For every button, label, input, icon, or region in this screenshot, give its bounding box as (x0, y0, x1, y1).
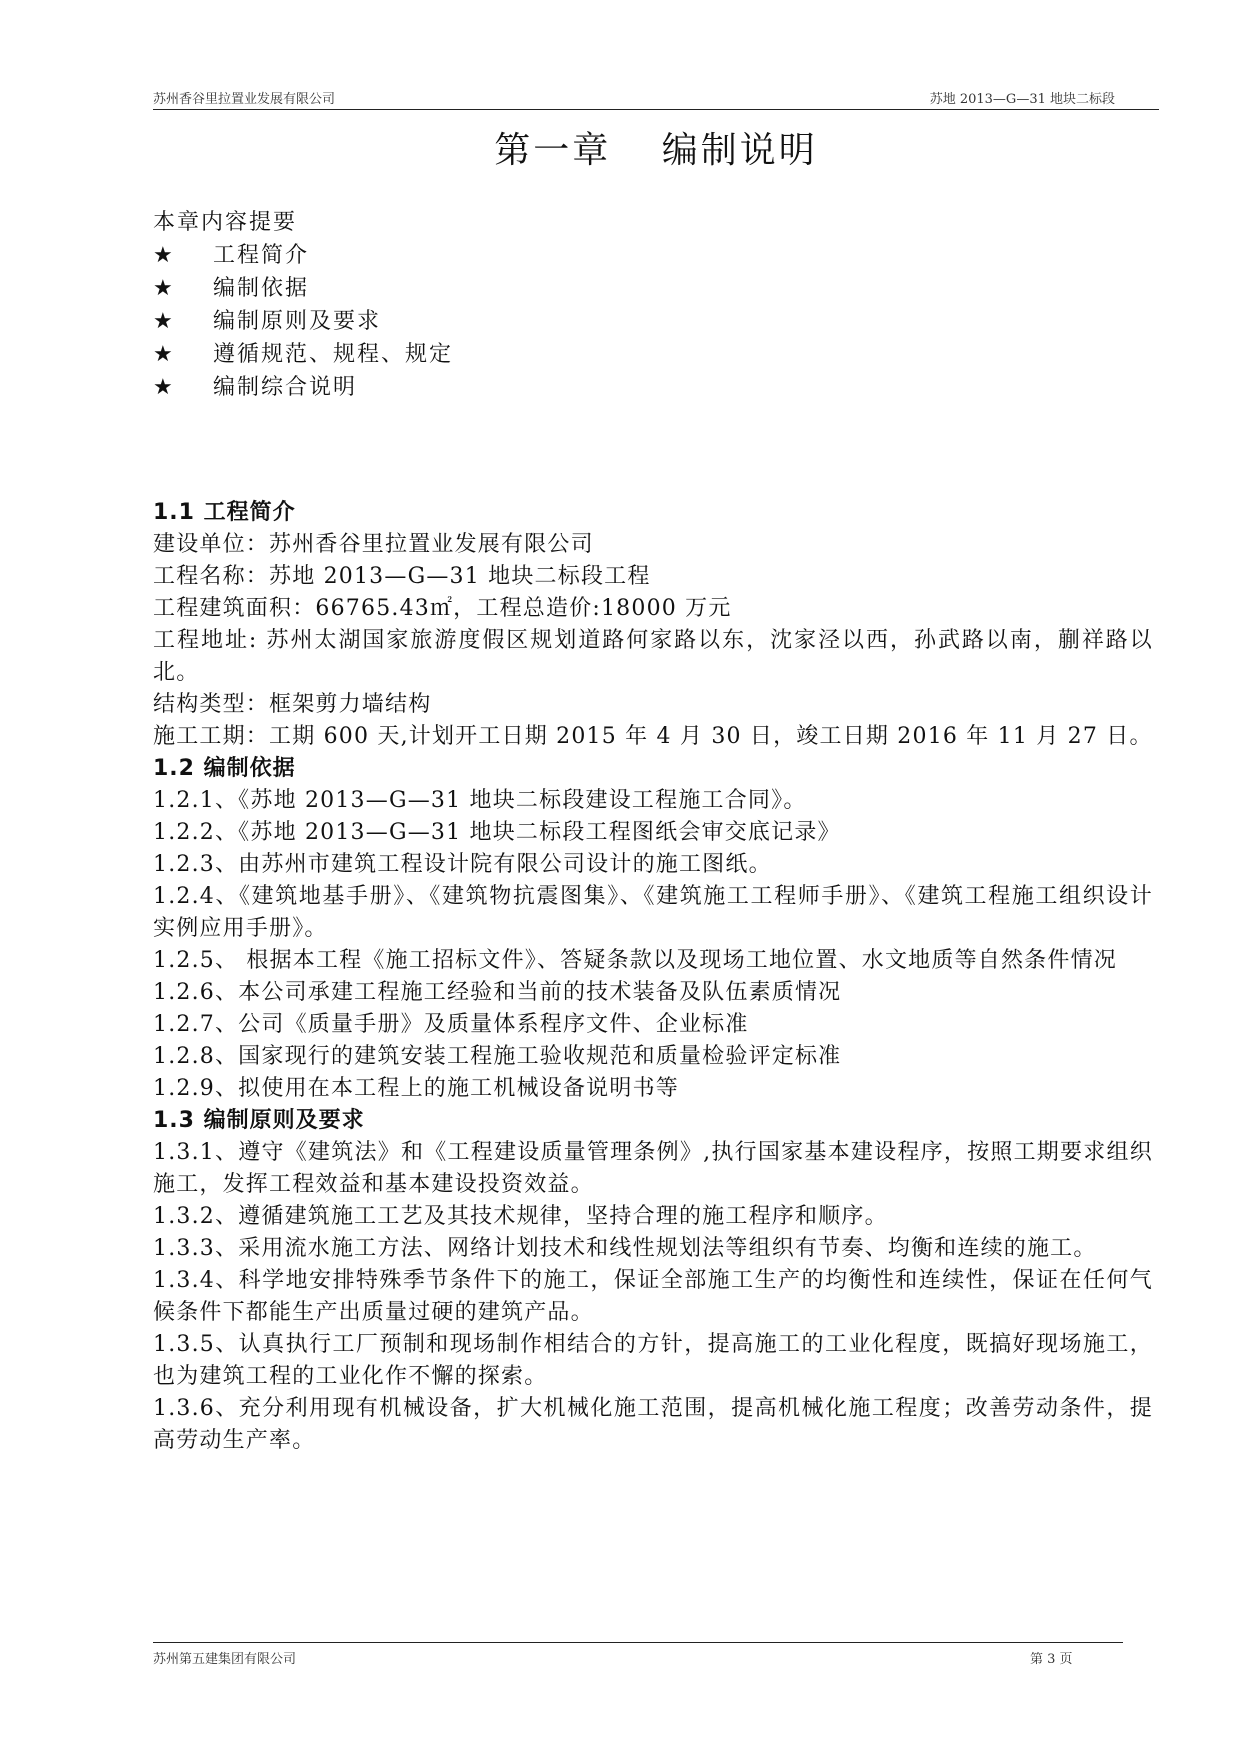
paragraph: 1.2.2、《苏地 2013—G—31 地块二标段工程图纸会审交底记录》 (153, 820, 841, 845)
summary-item-label: 编制原则及要求 (213, 309, 382, 334)
summary-item-label: 编制综合说明 (213, 375, 358, 400)
star-icon: ★ (153, 309, 175, 334)
header-company: 苏州香谷里拉置业发展有限公司 (153, 92, 336, 107)
paragraph: 1.2.3、由苏州市建筑工程设计院有限公司设计的施工图纸。 (153, 852, 772, 877)
paragraph: 工程建筑面积：66765.43㎡，工程总造价:18000 万元 (153, 596, 732, 621)
chapter-name: 编制说明 (661, 130, 818, 171)
paragraph: 1.3.5、认真执行工厂预制和现场制作相结合的方针，提高施工的工业化程度，既搞好现场施工，也为建筑工程的工业化作不懈的探索。 (153, 1332, 1153, 1389)
paragraph: 1.2.7、公司《质量手册》及质量体系程序文件、企业标准 (153, 1012, 749, 1037)
paragraph: 1.3.3、采用流水施工方法、网络计划技术和线性规划法等组织有节奏、均衡和连续的施工。 (153, 1236, 1097, 1261)
paragraph: 1.2.9、拟使用在本工程上的施工机械设备说明书等 (153, 1076, 679, 1101)
paragraph: 1.3.2、遵循建筑施工工艺及其技术规律，坚持合理的施工程序和顺序。 (153, 1204, 888, 1229)
header-project: 苏地 2013—G—31 地块二标段 (929, 92, 1115, 107)
summary-item-label: 编制依据 (213, 276, 310, 301)
star-icon: ★ (153, 342, 175, 367)
paragraph: 1.2.5、 根据本工程《施工招标文件》、答疑条款以及现场工地位置、水文地质等自然条件情况 (153, 948, 1117, 973)
footer-divider (153, 1642, 1123, 1643)
section-heading: 1.2 编制依据 (153, 756, 296, 781)
chapter-title (0, 122, 1159, 173)
paragraph: 1.3.4、科学地安排特殊季节条件下的施工，保证全部施工生产的均衡性和连续性，保证在任何气候条件下都能生产出质量过硬的建筑产品。 (153, 1268, 1153, 1325)
paragraph: 工程名称：苏地 2013—G—31 地块二标段工程 (153, 564, 651, 589)
summary-item-label: 遵循规范、规程、规定 (213, 342, 454, 367)
paragraph: 1.3.1、遵守《建筑法》和《工程建设质量管理条例》,执行国家基本建设程序，按照工期要求组织施工，发挥工程效益和基本建设投资效益。 (153, 1140, 1153, 1197)
summary-item (153, 239, 453, 272)
star-icon: ★ (153, 243, 175, 268)
footer-company: 苏州第五建集团有限公司 (153, 1652, 297, 1667)
summary-item (153, 305, 453, 338)
section-heading: 1.3 编制原则及要求 (153, 1108, 365, 1133)
star-icon: ★ (153, 276, 175, 301)
paragraph: 1.2.4、《建筑地基手册》、《建筑物抗震图集》、《建筑施工工程师手册》、《建筑工程施工组织设计实例应用手册》。 (153, 884, 1153, 941)
header-divider (153, 109, 1159, 110)
section-heading: 1.1 工程简介 (153, 500, 296, 525)
summary-item-label: 工程简介 (213, 243, 310, 268)
paragraph: 施工工期：工期 600 天,计划开工日期 2015 年 4 月 30 日，竣工日期 2016 年 11 月 27 日。 (153, 724, 1153, 749)
paragraph: 1.2.1、《苏地 2013—G—31 地块二标段建设工程施工合同》。 (153, 788, 807, 813)
summary-item (153, 272, 453, 305)
chapter-number: 第一章 (494, 130, 612, 171)
summary-heading: 本章内容提要 (153, 210, 298, 235)
paragraph: 1.2.8、国家现行的建筑安装工程施工验收规范和质量检验评定标准 (153, 1044, 842, 1069)
summary-item (153, 371, 453, 404)
paragraph: 工程地址: 苏州太湖国家旅游度假区规划道路何家路以东，沈家泾以西，孙武路以南，蒯祥路以北。 (153, 628, 1153, 685)
paragraph: 1.3.6、充分利用现有机械设备，扩大机械化施工范围，提高机械化施工程度；改善劳动条件，提高劳动生产率。 (153, 1396, 1153, 1453)
paragraph: 1.2.6、本公司承建工程施工经验和当前的技术装备及队伍素质情况 (153, 980, 842, 1005)
chapter-body (153, 497, 1153, 1457)
chapter-summary (153, 206, 453, 404)
paragraph: 结构类型：框架剪力墙结构 (153, 692, 432, 717)
page-number: 第 3 页 (1030, 1652, 1073, 1667)
summary-item (153, 338, 453, 371)
star-icon: ★ (153, 375, 175, 400)
paragraph: 建设单位：苏州香谷里拉置业发展有限公司 (153, 532, 594, 557)
